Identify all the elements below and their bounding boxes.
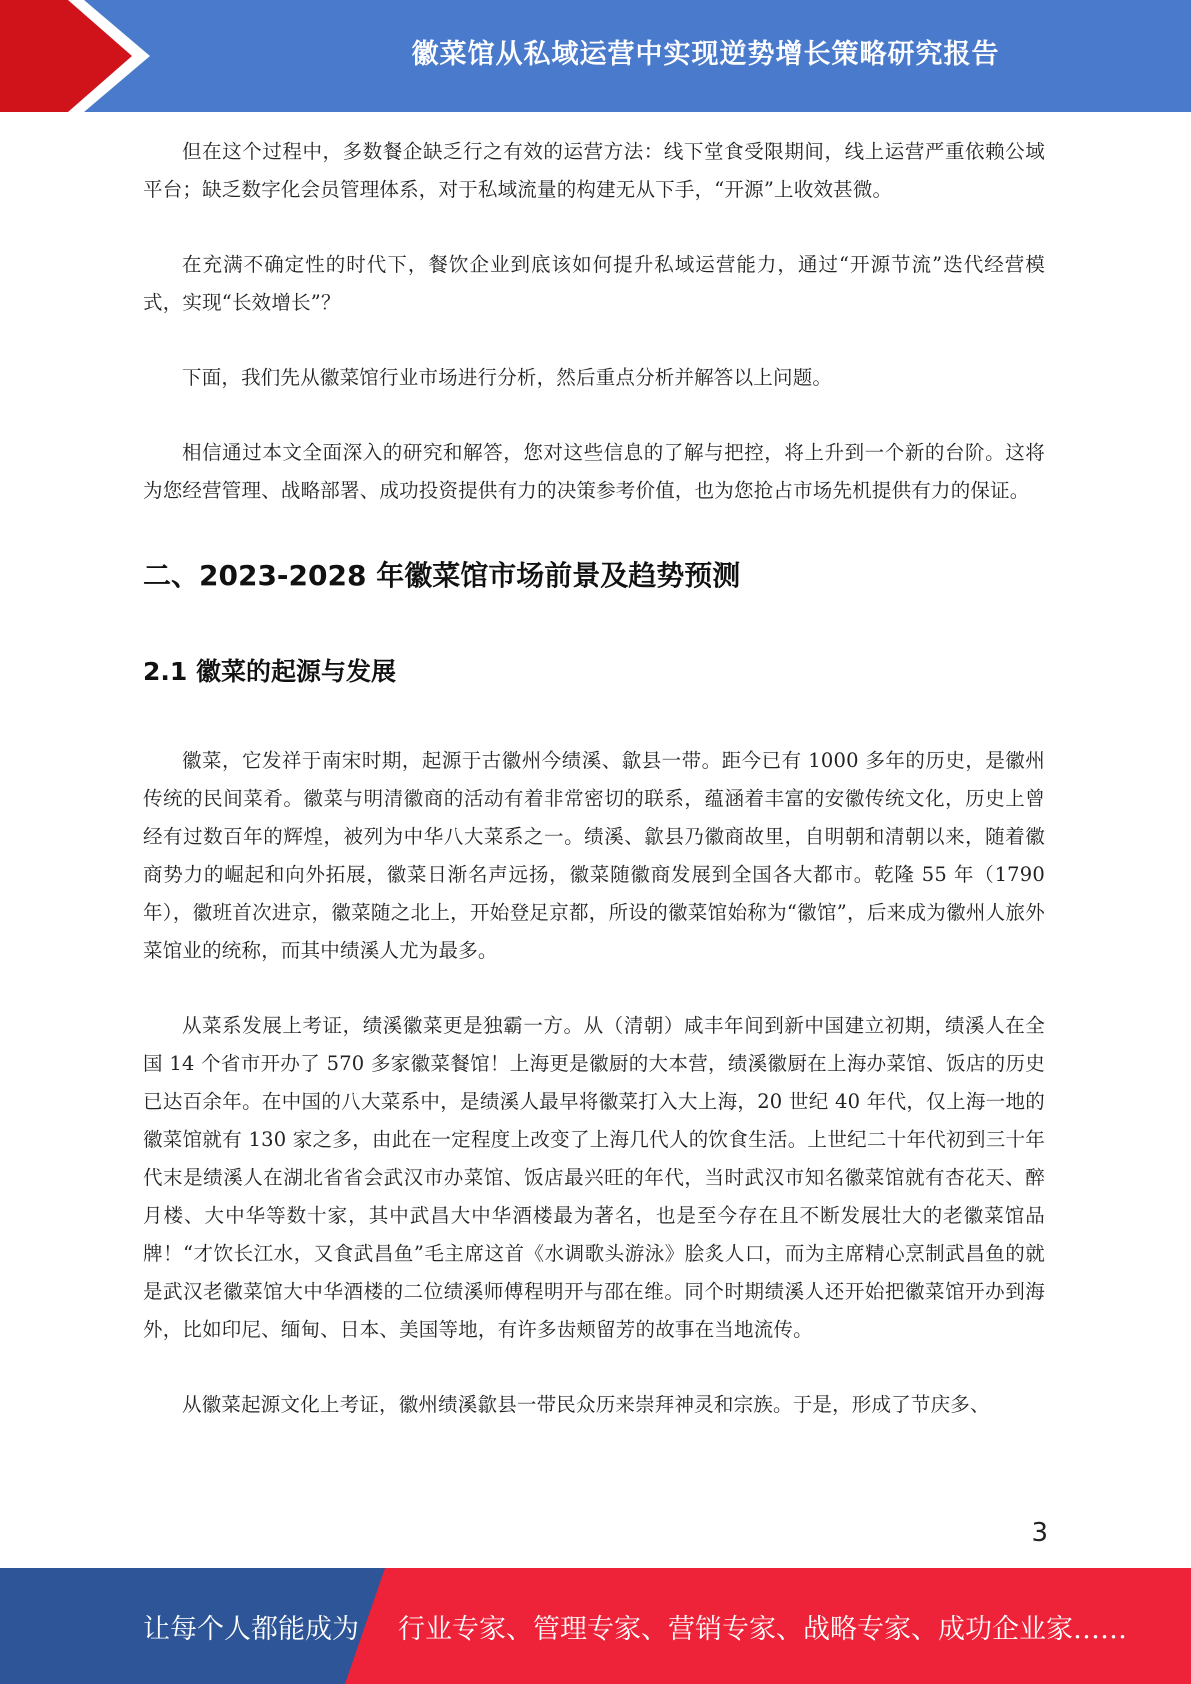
report-title: 徽菜馆从私域运营中实现逆势增长策略研究报告 (411, 38, 1000, 70)
paragraph-6: 从菜系发展上考证，绩溪徽菜更是独霸一方。从（清朝）咸丰年间到新中国建立初期，绩溪人在全国 14 个省市开办了 570 多家徽菜餐馆！上海更是徽厨的大本营，绩溪徽厨在上海办菜馆、饭店的历史已达百余年。在中国的八大菜系中，是绩溪人最早将徽菜打入大上海，20 世纪 40 年代，仅上海一地的徽菜馆就有 130 家之多，由此在一定程度上改变了上海几代人的饮食生活。上世纪二十年代初到三十年代末是绩溪人在湖北省省会武汉市办菜馆、饭店最兴旺的年代，当时武汉市知名徽菜馆就有杏花天、醉月楼、大中华等数十家，其中武昌大中华酒楼最为著名，也是至今存在且不断发展壮大的老徽菜馆品牌！“才饮长江水，又食武昌鱼”毛主席这首《水调歌头游泳》脍炙人口，而为主席精心烹制武昌鱼的就是武汉老徽菜馆大中华酒楼的二位绩溪师傅程明开与邵在维。同个时期绩溪人还开始把徽菜馆开办到海外，比如印尼、缅甸、日本、美国等地，有许多齿颊留芳的故事在当地流传。 (143, 1014, 1045, 1341)
paragraph-7: 从徽菜起源文化上考证，徽州绩溪歙县一带民众历来崇拜神灵和宗族。于是，形成了节庆多、 (182, 1393, 990, 1416)
footer-slogan-left: 让每个人都能成为 (143, 1613, 359, 1645)
paragraph-3: 下面，我们先从徽菜馆行业市场进行分析，然后重点分析并解答以上问题。 (182, 366, 833, 389)
header-banner (0, 0, 1191, 112)
page-number: 3 (1031, 1518, 1048, 1548)
paragraph-5: 徽菜，它发祥于南宋时期，起源于古徽州今绩溪、歙县一带。距今已有 1000 多年的历史，是徽州传统的民间菜肴。徽菜与明清徽商的活动有着非常密切的联系，蕴涵着丰富的安徽传统文化，历史上曾经有过数百年的辉煌，被列为中华八大菜系之一。绩溪、歙县乃徽商故里，自明朝和清朝以来，随着徽商势力的崛起和向外拓展，徽菜日渐名声远扬，徽菜随徽商发展到全国各大都市。乾隆 55 年（1790 年），徽班首次进京，徽菜随之北上，开始登足京都，所设的徽菜馆始称为“徽馆”，后来成为徽州人旅外菜馆业的统称，而其中绩溪人尤为最多。 (143, 749, 1045, 962)
footer-slogan-right: 行业专家、管理专家、营销专家、战略专家、成功企业家…… (398, 1613, 1127, 1645)
subsection-heading: 2.1 徽菜的起源与发展 (143, 657, 396, 686)
document-body (143, 133, 1045, 1424)
red-chevron-decoration (0, 0, 150, 112)
paragraph-1: 但在这个过程中，多数餐企缺乏行之有效的运营方法：线下堂食受限期间，线上运营严重依赖公域平台；缺乏数字化会员管理体系，对于私域流量的构建无从下手，“开源”上收效甚微。 (143, 140, 1045, 201)
footer-banner (0, 1568, 1191, 1684)
paragraph-2: 在充满不确定性的时代下，餐饮企业到底该如何提升私域运营能力，通过“开源节流”迭代经营模式，实现“长效增长”？ (143, 253, 1045, 314)
section-heading: 二、2023-2028 年徽菜馆市场前景及趋势预测 (143, 559, 741, 592)
paragraph-4: 相信通过本文全面深入的研究和解答，您对这些信息的了解与把控，将上升到一个新的台阶。这将为您经营管理、战略部署、成功投资提供有力的决策参考价值，也为您抢占市场先机提供有力的保证。 (143, 441, 1045, 502)
